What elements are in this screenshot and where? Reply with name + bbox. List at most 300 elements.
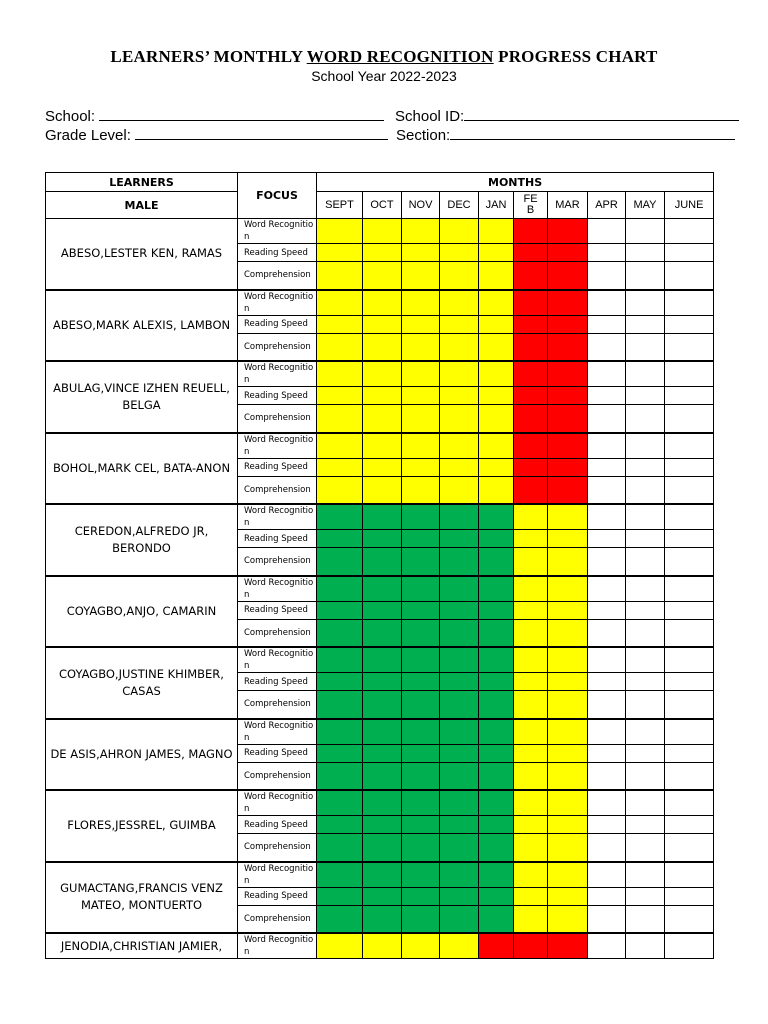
progress-cell[interactable]	[317, 719, 363, 745]
progress-cell[interactable]	[588, 290, 626, 316]
progress-cell[interactable]	[588, 905, 626, 933]
progress-cell[interactable]	[440, 834, 479, 862]
progress-cell[interactable]	[626, 744, 665, 762]
progress-cell[interactable]	[588, 601, 626, 619]
progress-cell[interactable]	[402, 673, 440, 691]
progress-cell[interactable]	[665, 601, 714, 619]
progress-cell[interactable]	[626, 244, 665, 262]
progress-cell[interactable]	[514, 387, 548, 405]
progress-cell[interactable]	[479, 576, 514, 602]
progress-cell[interactable]	[479, 290, 514, 316]
progress-cell[interactable]	[548, 647, 588, 673]
progress-cell[interactable]	[626, 887, 665, 905]
progress-cell[interactable]	[626, 719, 665, 745]
progress-cell[interactable]	[626, 504, 665, 530]
progress-cell[interactable]	[479, 673, 514, 691]
progress-cell[interactable]	[402, 790, 440, 816]
progress-cell[interactable]	[402, 619, 440, 647]
progress-cell[interactable]	[440, 719, 479, 745]
progress-cell[interactable]	[317, 548, 363, 576]
progress-cell[interactable]	[317, 601, 363, 619]
progress-cell[interactable]	[665, 476, 714, 504]
progress-cell[interactable]	[514, 762, 548, 790]
progress-cell[interactable]	[548, 887, 588, 905]
progress-cell[interactable]	[665, 719, 714, 745]
progress-cell[interactable]	[665, 834, 714, 862]
progress-cell[interactable]	[363, 405, 402, 433]
progress-cell[interactable]	[514, 262, 548, 290]
progress-cell[interactable]	[440, 387, 479, 405]
progress-cell[interactable]	[479, 790, 514, 816]
progress-cell[interactable]	[402, 405, 440, 433]
progress-cell[interactable]	[479, 405, 514, 433]
progress-cell[interactable]	[363, 933, 402, 959]
progress-cell[interactable]	[363, 244, 402, 262]
progress-cell[interactable]	[626, 315, 665, 333]
progress-cell[interactable]	[363, 719, 402, 745]
progress-cell[interactable]	[665, 744, 714, 762]
progress-cell[interactable]	[440, 887, 479, 905]
progress-cell[interactable]	[363, 548, 402, 576]
progress-cell[interactable]	[440, 762, 479, 790]
progress-cell[interactable]	[440, 619, 479, 647]
progress-cell[interactable]	[440, 601, 479, 619]
progress-cell[interactable]	[402, 862, 440, 888]
progress-cell[interactable]	[402, 744, 440, 762]
progress-cell[interactable]	[514, 905, 548, 933]
progress-cell[interactable]	[479, 504, 514, 530]
progress-cell[interactable]	[514, 601, 548, 619]
progress-cell[interactable]	[626, 601, 665, 619]
progress-cell[interactable]	[402, 905, 440, 933]
progress-cell[interactable]	[479, 719, 514, 745]
progress-cell[interactable]	[363, 762, 402, 790]
progress-cell[interactable]	[440, 333, 479, 361]
progress-cell[interactable]	[363, 862, 402, 888]
progress-cell[interactable]	[402, 762, 440, 790]
progress-cell[interactable]	[317, 315, 363, 333]
progress-cell[interactable]	[514, 458, 548, 476]
progress-cell[interactable]	[317, 361, 363, 387]
progress-cell[interactable]	[317, 790, 363, 816]
progress-cell[interactable]	[665, 619, 714, 647]
progress-cell[interactable]	[479, 744, 514, 762]
progress-cell[interactable]	[317, 816, 363, 834]
progress-cell[interactable]	[588, 433, 626, 459]
progress-cell[interactable]	[317, 619, 363, 647]
progress-cell[interactable]	[479, 315, 514, 333]
progress-cell[interactable]	[402, 315, 440, 333]
progress-cell[interactable]	[514, 887, 548, 905]
progress-cell[interactable]	[626, 262, 665, 290]
progress-cell[interactable]	[402, 601, 440, 619]
progress-cell[interactable]	[588, 816, 626, 834]
progress-cell[interactable]	[665, 762, 714, 790]
progress-cell[interactable]	[665, 905, 714, 933]
progress-cell[interactable]	[479, 548, 514, 576]
progress-cell[interactable]	[665, 219, 714, 244]
progress-cell[interactable]	[363, 905, 402, 933]
progress-cell[interactable]	[363, 619, 402, 647]
progress-cell[interactable]	[317, 862, 363, 888]
progress-cell[interactable]	[479, 862, 514, 888]
progress-cell[interactable]	[548, 405, 588, 433]
progress-cell[interactable]	[548, 458, 588, 476]
progress-cell[interactable]	[665, 933, 714, 959]
progress-cell[interactable]	[402, 691, 440, 719]
progress-cell[interactable]	[514, 719, 548, 745]
progress-cell[interactable]	[363, 433, 402, 459]
progress-cell[interactable]	[363, 816, 402, 834]
progress-cell[interactable]	[665, 405, 714, 433]
progress-cell[interactable]	[440, 262, 479, 290]
progress-cell[interactable]	[440, 219, 479, 244]
progress-cell[interactable]	[363, 691, 402, 719]
progress-cell[interactable]	[665, 290, 714, 316]
progress-cell[interactable]	[363, 673, 402, 691]
progress-cell[interactable]	[317, 691, 363, 719]
section-line[interactable]	[450, 125, 735, 140]
progress-cell[interactable]	[665, 530, 714, 548]
progress-cell[interactable]	[479, 244, 514, 262]
progress-cell[interactable]	[548, 744, 588, 762]
progress-cell[interactable]	[514, 315, 548, 333]
progress-cell[interactable]	[626, 862, 665, 888]
progress-cell[interactable]	[317, 476, 363, 504]
progress-cell[interactable]	[402, 719, 440, 745]
progress-cell[interactable]	[588, 476, 626, 504]
progress-cell[interactable]	[440, 405, 479, 433]
progress-cell[interactable]	[479, 361, 514, 387]
progress-cell[interactable]	[363, 361, 402, 387]
progress-cell[interactable]	[548, 673, 588, 691]
progress-cell[interactable]	[402, 433, 440, 459]
progress-cell[interactable]	[440, 530, 479, 548]
progress-cell[interactable]	[514, 405, 548, 433]
progress-cell[interactable]	[548, 619, 588, 647]
progress-cell[interactable]	[317, 290, 363, 316]
progress-cell[interactable]	[479, 476, 514, 504]
progress-cell[interactable]	[514, 576, 548, 602]
progress-cell[interactable]	[588, 790, 626, 816]
progress-cell[interactable]	[317, 433, 363, 459]
progress-cell[interactable]	[626, 790, 665, 816]
progress-cell[interactable]	[402, 476, 440, 504]
progress-cell[interactable]	[440, 744, 479, 762]
progress-cell[interactable]	[588, 262, 626, 290]
progress-cell[interactable]	[479, 219, 514, 244]
progress-cell[interactable]	[479, 601, 514, 619]
progress-cell[interactable]	[548, 504, 588, 530]
progress-cell[interactable]	[665, 387, 714, 405]
progress-cell[interactable]	[548, 933, 588, 959]
progress-cell[interactable]	[479, 387, 514, 405]
progress-cell[interactable]	[514, 673, 548, 691]
progress-cell[interactable]	[317, 673, 363, 691]
progress-cell[interactable]	[440, 905, 479, 933]
progress-cell[interactable]	[402, 576, 440, 602]
progress-cell[interactable]	[514, 476, 548, 504]
progress-cell[interactable]	[363, 576, 402, 602]
progress-cell[interactable]	[440, 790, 479, 816]
progress-cell[interactable]	[548, 333, 588, 361]
progress-cell[interactable]	[548, 244, 588, 262]
progress-cell[interactable]	[440, 673, 479, 691]
progress-cell[interactable]	[548, 905, 588, 933]
progress-cell[interactable]	[626, 458, 665, 476]
progress-cell[interactable]	[440, 476, 479, 504]
progress-cell[interactable]	[626, 834, 665, 862]
progress-cell[interactable]	[588, 333, 626, 361]
progress-cell[interactable]	[440, 647, 479, 673]
progress-cell[interactable]	[626, 219, 665, 244]
progress-cell[interactable]	[402, 548, 440, 576]
progress-cell[interactable]	[402, 244, 440, 262]
progress-cell[interactable]	[665, 816, 714, 834]
progress-cell[interactable]	[363, 290, 402, 316]
progress-cell[interactable]	[548, 290, 588, 316]
progress-cell[interactable]	[548, 433, 588, 459]
progress-cell[interactable]	[514, 244, 548, 262]
progress-cell[interactable]	[665, 790, 714, 816]
progress-cell[interactable]	[588, 744, 626, 762]
progress-cell[interactable]	[548, 719, 588, 745]
progress-cell[interactable]	[440, 504, 479, 530]
progress-cell[interactable]	[363, 315, 402, 333]
progress-cell[interactable]	[626, 933, 665, 959]
progress-cell[interactable]	[479, 834, 514, 862]
progress-cell[interactable]	[626, 762, 665, 790]
progress-cell[interactable]	[514, 619, 548, 647]
progress-cell[interactable]	[588, 315, 626, 333]
progress-cell[interactable]	[665, 647, 714, 673]
progress-cell[interactable]	[665, 691, 714, 719]
progress-cell[interactable]	[588, 530, 626, 548]
progress-cell[interactable]	[479, 458, 514, 476]
progress-cell[interactable]	[317, 219, 363, 244]
progress-cell[interactable]	[479, 816, 514, 834]
progress-cell[interactable]	[514, 290, 548, 316]
progress-cell[interactable]	[402, 834, 440, 862]
progress-cell[interactable]	[548, 476, 588, 504]
progress-cell[interactable]	[514, 219, 548, 244]
progress-cell[interactable]	[514, 548, 548, 576]
progress-cell[interactable]	[548, 387, 588, 405]
progress-cell[interactable]	[440, 933, 479, 959]
grade-level-line[interactable]	[135, 125, 388, 140]
progress-cell[interactable]	[317, 576, 363, 602]
progress-cell[interactable]	[363, 476, 402, 504]
progress-cell[interactable]	[665, 315, 714, 333]
progress-cell[interactable]	[363, 262, 402, 290]
progress-cell[interactable]	[440, 691, 479, 719]
progress-cell[interactable]	[514, 647, 548, 673]
progress-cell[interactable]	[479, 647, 514, 673]
progress-cell[interactable]	[588, 762, 626, 790]
progress-cell[interactable]	[402, 504, 440, 530]
progress-cell[interactable]	[402, 458, 440, 476]
progress-cell[interactable]	[548, 530, 588, 548]
progress-cell[interactable]	[588, 504, 626, 530]
progress-cell[interactable]	[665, 576, 714, 602]
progress-cell[interactable]	[363, 219, 402, 244]
progress-cell[interactable]	[514, 361, 548, 387]
progress-cell[interactable]	[317, 504, 363, 530]
progress-cell[interactable]	[626, 691, 665, 719]
progress-cell[interactable]	[548, 262, 588, 290]
progress-cell[interactable]	[626, 816, 665, 834]
progress-cell[interactable]	[514, 744, 548, 762]
progress-cell[interactable]	[626, 576, 665, 602]
progress-cell[interactable]	[548, 576, 588, 602]
progress-cell[interactable]	[665, 548, 714, 576]
progress-cell[interactable]	[626, 647, 665, 673]
progress-cell[interactable]	[440, 361, 479, 387]
progress-cell[interactable]	[317, 744, 363, 762]
progress-cell[interactable]	[317, 387, 363, 405]
progress-cell[interactable]	[479, 933, 514, 959]
progress-cell[interactable]	[665, 262, 714, 290]
progress-cell[interactable]	[626, 905, 665, 933]
progress-cell[interactable]	[665, 433, 714, 459]
progress-cell[interactable]	[548, 315, 588, 333]
progress-cell[interactable]	[588, 647, 626, 673]
progress-cell[interactable]	[402, 887, 440, 905]
progress-cell[interactable]	[363, 333, 402, 361]
progress-cell[interactable]	[626, 476, 665, 504]
progress-cell[interactable]	[548, 762, 588, 790]
progress-cell[interactable]	[514, 834, 548, 862]
progress-cell[interactable]	[440, 548, 479, 576]
progress-cell[interactable]	[440, 290, 479, 316]
progress-cell[interactable]	[548, 790, 588, 816]
progress-cell[interactable]	[626, 333, 665, 361]
progress-cell[interactable]	[514, 933, 548, 959]
progress-cell[interactable]	[588, 387, 626, 405]
progress-cell[interactable]	[626, 530, 665, 548]
progress-cell[interactable]	[665, 673, 714, 691]
progress-cell[interactable]	[665, 458, 714, 476]
progress-cell[interactable]	[626, 405, 665, 433]
progress-cell[interactable]	[317, 762, 363, 790]
progress-cell[interactable]	[440, 816, 479, 834]
progress-cell[interactable]	[588, 691, 626, 719]
progress-cell[interactable]	[402, 387, 440, 405]
progress-cell[interactable]	[514, 504, 548, 530]
progress-cell[interactable]	[363, 387, 402, 405]
progress-cell[interactable]	[588, 933, 626, 959]
progress-cell[interactable]	[588, 619, 626, 647]
progress-cell[interactable]	[440, 576, 479, 602]
progress-cell[interactable]	[402, 530, 440, 548]
progress-cell[interactable]	[626, 290, 665, 316]
progress-cell[interactable]	[626, 387, 665, 405]
progress-cell[interactable]	[479, 619, 514, 647]
progress-cell[interactable]	[317, 333, 363, 361]
progress-cell[interactable]	[548, 601, 588, 619]
progress-cell[interactable]	[665, 244, 714, 262]
progress-cell[interactable]	[440, 458, 479, 476]
progress-cell[interactable]	[479, 905, 514, 933]
progress-cell[interactable]	[588, 887, 626, 905]
progress-cell[interactable]	[548, 816, 588, 834]
progress-cell[interactable]	[363, 504, 402, 530]
progress-cell[interactable]	[588, 548, 626, 576]
progress-cell[interactable]	[363, 834, 402, 862]
progress-cell[interactable]	[548, 834, 588, 862]
progress-cell[interactable]	[514, 691, 548, 719]
progress-cell[interactable]	[317, 887, 363, 905]
progress-cell[interactable]	[402, 647, 440, 673]
progress-cell[interactable]	[514, 790, 548, 816]
progress-cell[interactable]	[626, 673, 665, 691]
progress-cell[interactable]	[317, 244, 363, 262]
progress-cell[interactable]	[317, 933, 363, 959]
progress-cell[interactable]	[626, 548, 665, 576]
progress-cell[interactable]	[514, 433, 548, 459]
progress-cell[interactable]	[588, 834, 626, 862]
progress-cell[interactable]	[402, 262, 440, 290]
progress-cell[interactable]	[588, 361, 626, 387]
progress-cell[interactable]	[548, 361, 588, 387]
progress-cell[interactable]	[548, 691, 588, 719]
progress-cell[interactable]	[588, 719, 626, 745]
progress-cell[interactable]	[402, 816, 440, 834]
progress-cell[interactable]	[479, 691, 514, 719]
progress-cell[interactable]	[588, 576, 626, 602]
progress-cell[interactable]	[479, 887, 514, 905]
progress-cell[interactable]	[514, 530, 548, 548]
progress-cell[interactable]	[665, 504, 714, 530]
progress-cell[interactable]	[317, 905, 363, 933]
progress-cell[interactable]	[363, 790, 402, 816]
school-line[interactable]	[99, 106, 384, 121]
progress-cell[interactable]	[548, 862, 588, 888]
progress-cell[interactable]	[363, 530, 402, 548]
progress-cell[interactable]	[548, 219, 588, 244]
progress-cell[interactable]	[317, 458, 363, 476]
progress-cell[interactable]	[402, 333, 440, 361]
progress-cell[interactable]	[514, 862, 548, 888]
progress-cell[interactable]	[363, 458, 402, 476]
progress-cell[interactable]	[317, 262, 363, 290]
progress-cell[interactable]	[479, 433, 514, 459]
progress-cell[interactable]	[626, 361, 665, 387]
progress-cell[interactable]	[402, 361, 440, 387]
progress-cell[interactable]	[588, 458, 626, 476]
progress-cell[interactable]	[514, 333, 548, 361]
progress-cell[interactable]	[363, 887, 402, 905]
progress-cell[interactable]	[626, 433, 665, 459]
progress-cell[interactable]	[317, 530, 363, 548]
progress-cell[interactable]	[363, 647, 402, 673]
progress-cell[interactable]	[588, 244, 626, 262]
progress-cell[interactable]	[514, 816, 548, 834]
progress-cell[interactable]	[665, 333, 714, 361]
progress-cell[interactable]	[363, 601, 402, 619]
progress-cell[interactable]	[317, 834, 363, 862]
progress-cell[interactable]	[440, 244, 479, 262]
progress-cell[interactable]	[363, 744, 402, 762]
progress-cell[interactable]	[588, 862, 626, 888]
progress-cell[interactable]	[588, 405, 626, 433]
progress-cell[interactable]	[402, 290, 440, 316]
progress-cell[interactable]	[588, 219, 626, 244]
progress-cell[interactable]	[588, 673, 626, 691]
progress-cell[interactable]	[440, 315, 479, 333]
progress-cell[interactable]	[402, 933, 440, 959]
progress-cell[interactable]	[402, 219, 440, 244]
